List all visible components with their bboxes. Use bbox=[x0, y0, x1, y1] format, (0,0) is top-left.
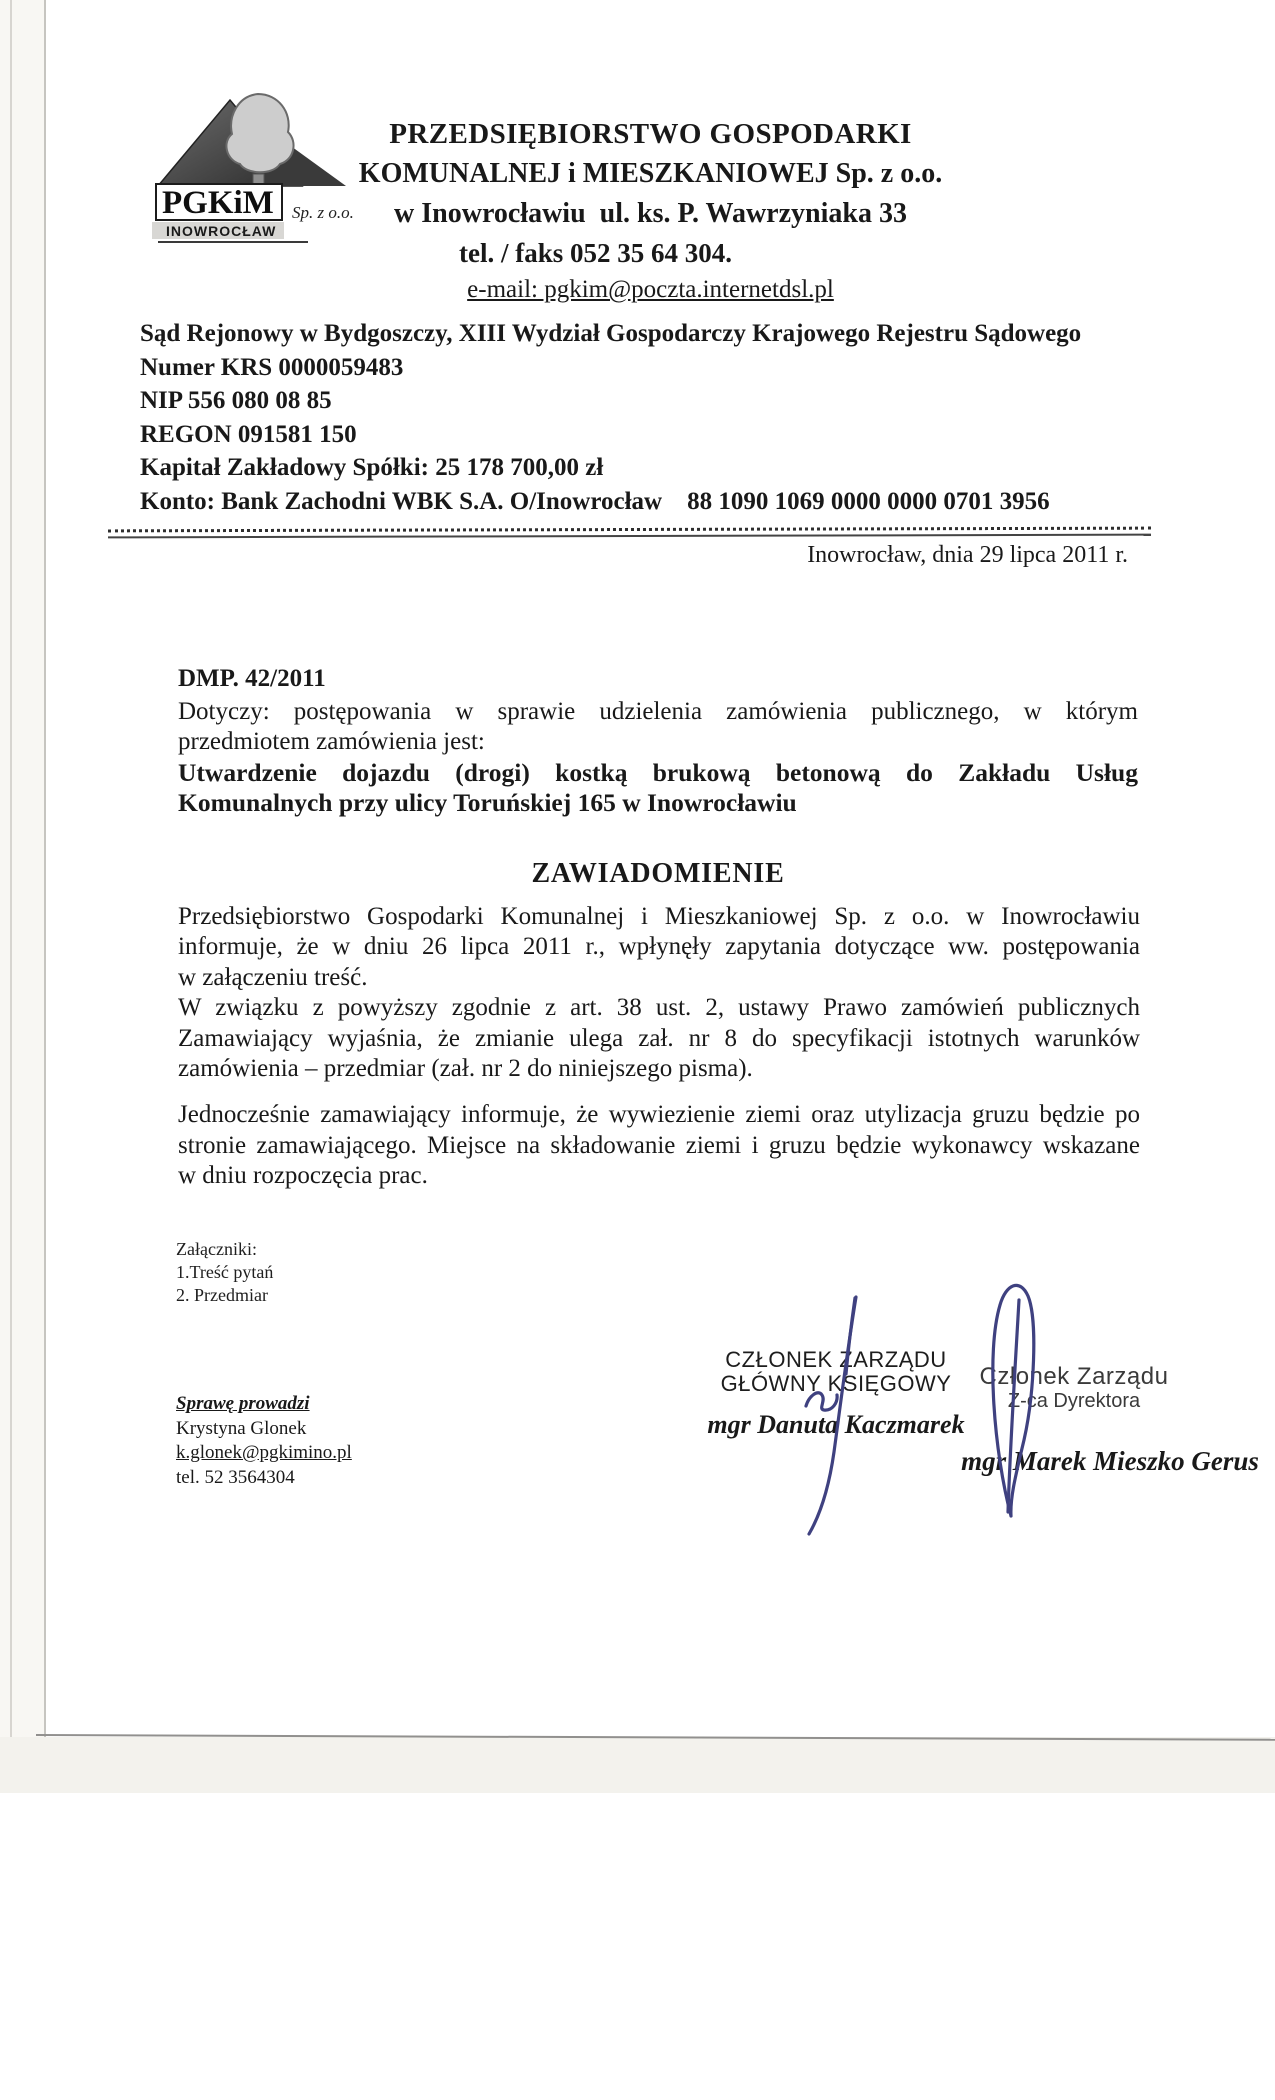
attachments-block bbox=[176, 1238, 273, 1307]
signature-role-line: Z-ca Dyrektora bbox=[1007, 1390, 1141, 1412]
registry-bank-account: Konto: Bank Zachodni WBK S.A. O/Inowrocław 88 1090 1069 0000 0000 0701 3956 bbox=[140, 487, 1050, 515]
registry-block bbox=[140, 317, 1170, 518]
company-address: w Inowrocławiu ul. ks. P. Wawrzyniaka 33 bbox=[394, 198, 907, 229]
letter-body bbox=[178, 902, 1140, 1192]
paragraph-3 bbox=[178, 1100, 1140, 1191]
subject-block bbox=[178, 697, 1138, 818]
subject-line: Dotyczy: postępowania w sprawie udzielenia zamówienia publicznego, w którym bbox=[178, 698, 1138, 725]
registry-capital: Kapitał Zakładowy Spółki: 25 178 700,00 zł bbox=[140, 454, 604, 481]
company-name-line1: PRZEDSIĘBIORSTWO GOSPODARKI bbox=[389, 118, 912, 150]
registry-regon: REGON 091581 150 bbox=[140, 420, 357, 448]
attachment-item: 2. Przedmiar bbox=[176, 1285, 268, 1305]
subject-line: przedmiotem zamówienia jest: bbox=[178, 728, 485, 756]
date-line: Inowrocław, dnia 29 lipca 2011 r. bbox=[807, 542, 1128, 568]
document-title: ZAWIADOMIENIE bbox=[531, 858, 785, 889]
scan-edge-line-outer bbox=[10, 0, 12, 1792]
logo-city-text: INOWROCŁAW bbox=[166, 223, 277, 239]
reference-number: DMP. 42/2011 bbox=[178, 665, 326, 692]
subject-line-bold: Utwardzenie dojazdu (drogi) kostką brukową betonową do Zakładu Usług bbox=[178, 757, 1138, 787]
scan-left-margin bbox=[0, 0, 44, 1792]
signature-name-stamp: mgr Danuta Kaczmarek bbox=[707, 1410, 965, 1439]
company-email: e-mail: pgkim@poczta.internetdsl.pl bbox=[467, 276, 834, 303]
signature-block-deputy-director bbox=[930, 1364, 1218, 1412]
body-line: W związku z powyższy zgodnie z art. 38 ust. 2, ustawy Prawo zamówień publicznych bbox=[178, 994, 1140, 1022]
registry-krs: Numer KRS 0000059483 bbox=[140, 353, 404, 381]
paragraph-2 bbox=[178, 993, 1140, 1084]
registry-nip: NIP 556 080 08 85 bbox=[140, 387, 332, 414]
dotted-separator bbox=[108, 527, 1151, 539]
body-line: Zamawiający wyjaśnia, że zmianie ulega zał. nr 8 do specyfikacji istotnych warunków bbox=[178, 1024, 1140, 1052]
attachments-title: Załączniki: bbox=[176, 1239, 257, 1259]
signature-role-line: CZŁONEK ZARZĄDU bbox=[725, 1347, 947, 1372]
letterhead bbox=[318, 114, 983, 308]
signature-role-line: Członek Zarządu bbox=[979, 1363, 1169, 1390]
paragraph-1 bbox=[178, 902, 1140, 993]
case-officer-phone: tel. 52 3564304 bbox=[176, 1466, 295, 1488]
logo-suffix-text: Sp. z o.o. bbox=[292, 203, 354, 222]
scan-bottom-band bbox=[0, 1737, 1275, 1793]
body-line: w załączeniu treść. bbox=[178, 963, 368, 991]
body-line: informuje, że w dniu 26 lipca 2011 r., wpłynęły zapytania dotyczące ww. postępowania bbox=[178, 933, 1140, 961]
body-line: Jednocześnie zamawiający informuje, że wywiezienie ziemi oraz utylizacja gruzu będzie po bbox=[178, 1101, 1140, 1129]
scan-edge-line-inner bbox=[44, 0, 46, 1745]
case-officer-block bbox=[176, 1392, 352, 1490]
body-line: zamówienia – przedmiar (zał. nr 2 do niniejszego pisma). bbox=[178, 1055, 753, 1083]
case-officer-email: k.glonek@pgkimino.pl bbox=[176, 1442, 352, 1463]
signature-name-stamp: mgr Marek Mieszko Gerus bbox=[961, 1446, 1259, 1476]
company-name-line2: KOMUNALNEJ i MIESZKANIOWEJ Sp. z o.o. bbox=[358, 158, 943, 189]
body-line: w dniu rozpoczęcia prac. bbox=[178, 1162, 428, 1190]
logo-brand-text: PGKiM bbox=[162, 185, 274, 221]
case-officer-title: Sprawę prowadzi bbox=[176, 1393, 310, 1414]
signature-role-line: GŁÓWNY KSIĘGOWY bbox=[720, 1371, 952, 1396]
company-phone: tel. / faks 052 35 64 304. bbox=[459, 238, 732, 268]
registry-court: Sąd Rejonowy w Bydgoszczy, XIII Wydział Gospodarczy Krajowego Rejestru Sądowego bbox=[140, 320, 1082, 347]
body-line: stronie zamawiającego. Miejsce na składowanie ziemi i gruzu będzie wykonawcy wskazane bbox=[178, 1131, 1140, 1159]
body-line: Przedsiębiorstwo Gospodarki Komunalnej i Mieszkaniowej Sp. z o.o. w Inowrocławiu bbox=[178, 903, 1140, 930]
case-officer-name: Krystyna Glonek bbox=[176, 1417, 307, 1439]
subject-line-bold: Komunalnych przy ulicy Toruńskiej 165 w Inowrocławiu bbox=[178, 787, 797, 817]
attachment-item: 1.Treść pytań bbox=[176, 1262, 274, 1282]
